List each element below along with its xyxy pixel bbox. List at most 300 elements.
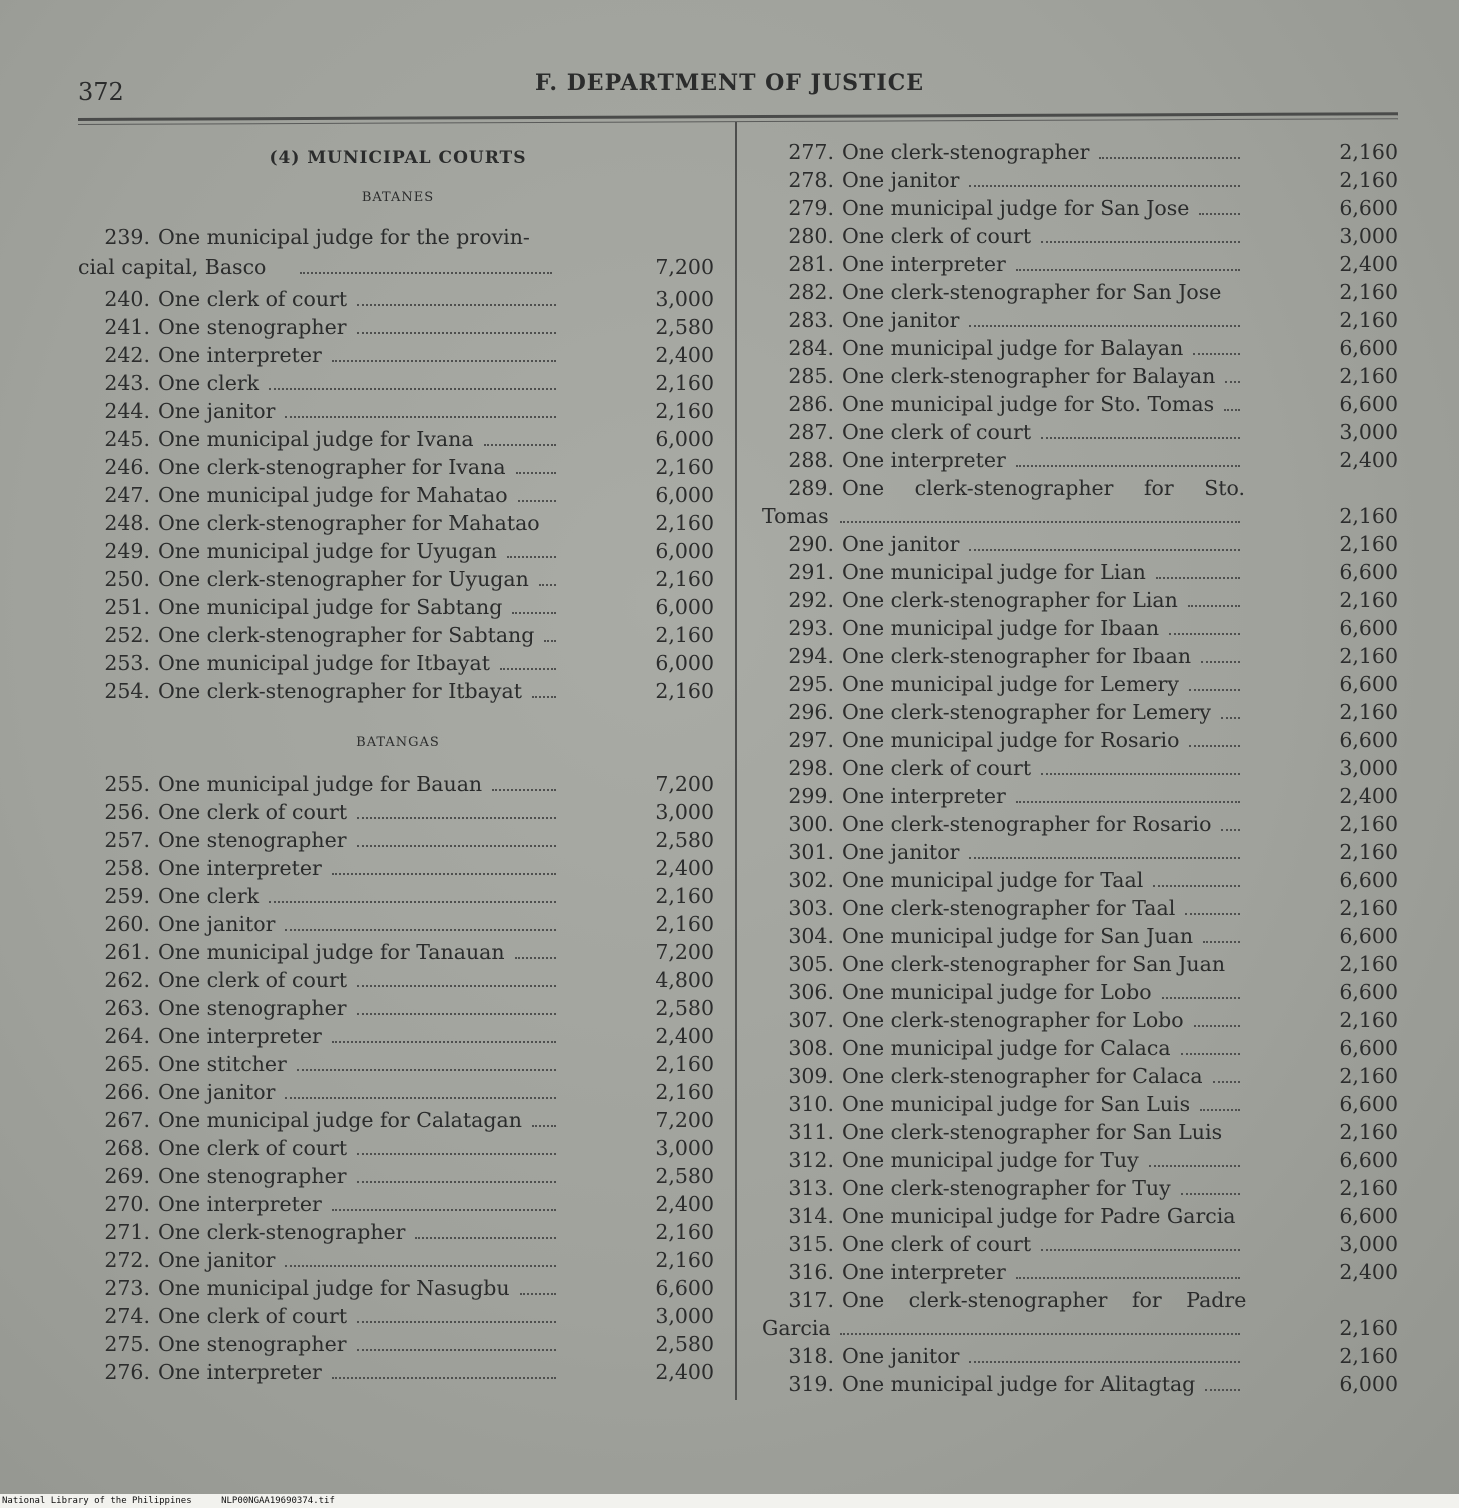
item-amount: 6,600 [1339,560,1398,584]
line-item [762,362,1402,390]
item-label: One clerk-stenographer for Lian [842,588,1178,612]
dot-leader [357,1013,556,1015]
item-number: 257. [104,828,150,852]
item-label: One clerk of court [158,287,348,311]
item-number: 239. [104,225,150,249]
item-289-line1 [762,474,1402,502]
line-item [78,621,718,649]
line-item [762,418,1402,446]
item-number: 264. [104,1024,150,1048]
line-item [78,509,718,537]
item-number: 311. [788,1120,834,1144]
item-label: One clerk-stenographer for Padre [842,1288,1247,1312]
item-label: One interpreter [158,856,322,880]
item-label: One clerk-stenographer for Lemery [842,700,1211,724]
dot-leader [1201,661,1240,663]
line-item [762,558,1402,586]
item-label: One stenographer [158,315,347,339]
line-item [762,334,1402,362]
line-item [78,481,718,509]
item-number: 312. [788,1148,834,1172]
item-amount: 6,000 [1339,1372,1398,1396]
item-number: 291. [788,560,834,584]
item-amount: 3,000 [1339,224,1398,248]
line-item [78,313,718,341]
item-amount: 6,000 [655,595,714,619]
dot-leader [1189,745,1240,747]
item-amount: 2,580 [655,315,714,339]
line-item [78,397,718,425]
dot-leader [969,549,1240,551]
line-item [762,166,1402,194]
item-amount: 2,160 [1339,1120,1398,1144]
item-label: One municipal judge for San Jose [842,196,1190,220]
page-title: F. DEPARTMENT OF JUSTICE [535,70,924,96]
dot-leader [1041,437,1240,439]
item-number: 288. [788,448,834,472]
line-item [78,882,718,910]
line-item [78,285,718,313]
line-item [78,593,718,621]
item-amount: 3,000 [1339,756,1398,780]
item-label: One interpreter [158,343,322,367]
dot-leader [969,1361,1240,1363]
dot-leader [285,1097,556,1099]
dot-leader [1185,913,1240,915]
item-amount: 6,000 [655,483,714,507]
dot-leader [1016,801,1240,803]
dot-leader [544,640,556,642]
line-item [762,1230,1402,1258]
item-289 [762,474,1402,530]
item-number: 256. [104,800,150,824]
item-label: One municipal judge for Balayan [842,336,1184,360]
dot-leader [297,1069,556,1071]
item-number: 283. [788,308,834,332]
item-label: One municipal judge for Tuy [842,1148,1139,1172]
left-column [78,140,718,1386]
item-number: 253. [104,651,150,675]
item-amount: 2,400 [1339,784,1398,808]
item-number: 260. [104,912,150,936]
item-amount: 2,160 [655,399,714,423]
item-label: One clerk of court [158,1304,348,1328]
item-label: One interpreter [842,1260,1006,1284]
line-item [78,1106,718,1134]
item-amount: 7,200 [655,772,714,796]
item-number: 272. [104,1248,150,1272]
dot-leader [520,1293,556,1295]
scan-footer [0,1494,1459,1508]
dot-leader [285,929,556,931]
dot-leader [269,388,556,390]
item-label: One clerk-stenographer for Taal [842,896,1176,920]
item-amount: 2,160 [655,371,714,395]
item-label: One clerk-stenographer for Ivana [158,455,506,479]
dot-leader [969,325,1240,327]
item-amount: 2,400 [655,343,714,367]
item-amount: 2,160 [1339,504,1398,528]
item-amount: 3,000 [655,1136,714,1160]
item-number: 292. [788,588,834,612]
item-number: 279. [788,196,834,220]
line-item [762,1174,1402,1202]
item-label: One stenographer [158,1332,347,1356]
item-label: One clerk of court [842,224,1032,248]
line-item [762,1034,1402,1062]
item-number: 254. [104,679,150,703]
item-amount: 2,160 [1339,700,1398,724]
dot-leader [1016,269,1240,271]
line-item [762,726,1402,754]
item-amount: 6,600 [1339,672,1398,696]
item-label: One municipal judge for the provin- [158,225,530,249]
dot-leader [1194,1025,1240,1027]
item-number: 265. [104,1052,150,1076]
item-label: One stenographer [158,828,347,852]
item-239 [78,223,718,281]
item-amount: 2,580 [655,828,714,852]
item-amount: 2,160 [1339,1344,1398,1368]
item-number: 259. [104,884,150,908]
dot-leader [332,1377,556,1379]
dot-leader [1016,465,1240,467]
line-item [762,978,1402,1006]
item-amount: 2,400 [1339,1260,1398,1284]
item-number: 290. [788,532,834,556]
item-number: 268. [104,1136,150,1160]
line-item [78,1274,718,1302]
item-amount: 2,160 [1339,168,1398,192]
item-label: One janitor [158,1248,276,1272]
item-label: One janitor [842,840,960,864]
line-item [78,649,718,677]
dot-leader [516,472,556,474]
line-item [78,798,718,826]
dot-leader [1205,1389,1240,1391]
item-label: One stenographer [158,996,347,1020]
item-239-line1 [78,223,718,251]
item-label: One janitor [158,912,276,936]
item-amount: 3,000 [655,1304,714,1328]
dot-leader [484,444,556,446]
item-amount: 6,600 [1339,980,1398,1004]
item-number: 286. [788,392,834,416]
item-label: One municipal judge for Sabtang [158,595,503,619]
item-label: One municipal judge for Itbayat [158,651,490,675]
line-item [762,642,1402,670]
item-number: 289. [788,476,834,500]
item-amount: 2,160 [1339,364,1398,388]
item-number: 241. [104,315,150,339]
dot-leader [1099,157,1240,159]
item-label: One municipal judge for Uyugan [158,539,497,563]
line-item [78,966,718,994]
item-label: One clerk-stenographer for Calaca [842,1064,1203,1088]
item-number: 314. [788,1204,834,1228]
line-item [762,278,1402,306]
line-item [762,1062,1402,1090]
right-column [762,138,1402,1398]
dot-leader [285,416,556,418]
line-item [78,994,718,1022]
item-amount: 3,000 [1339,420,1398,444]
item-number: 299. [788,784,834,808]
line-item [762,1118,1402,1146]
batanes-list [78,285,718,705]
item-number: 244. [104,399,150,423]
item-label: One janitor [842,168,960,192]
item-number: 251. [104,595,150,619]
item-number: 317. [788,1288,834,1312]
line-item [762,390,1402,418]
item-amount: 4,800 [655,968,714,992]
item-number: 306. [788,980,834,1004]
item-label: One clerk of court [158,968,348,992]
dot-leader [515,957,556,959]
item-label: One clerk [158,884,260,908]
dot-leader [539,584,556,586]
item-amount: 2,160 [655,1248,714,1272]
line-item [78,537,718,565]
item-number: 302. [788,868,834,892]
line-item [78,1302,718,1330]
item-number: 301. [788,840,834,864]
line-item [762,1370,1402,1398]
item-number: 255. [104,772,150,796]
item-label: One interpreter [158,1192,322,1216]
item-amount: 2,400 [1339,252,1398,276]
dot-leader [1041,1249,1240,1251]
dot-leader [357,1181,556,1183]
item-label: One municipal judge for Nasugbu [158,1276,510,1300]
item-number: 247. [104,483,150,507]
line-item [762,1090,1402,1118]
dot-leader [1225,381,1240,383]
item-label: One interpreter [158,1024,322,1048]
item-number: 278. [788,168,834,192]
dot-leader [532,696,556,698]
item-label: One municipal judge for Alitagtag [842,1372,1196,1396]
item-amount: 3,000 [1339,1232,1398,1256]
item-amount: 6,600 [1339,392,1398,416]
item-number: 248. [104,511,150,535]
dot-leader [1189,689,1240,691]
item-amount: 2,400 [655,1360,714,1384]
item-label: One janitor [842,308,960,332]
item-label: One clerk of court [842,756,1032,780]
item-number: 304. [788,924,834,948]
dot-leader [1188,605,1240,607]
dot-leader [969,857,1240,859]
item-number: 263. [104,996,150,1020]
item-amount: 6,600 [1339,336,1398,360]
dot-leader [840,1333,1240,1335]
line-item [78,1330,718,1358]
line-item [762,670,1402,698]
item-amount: 2,160 [1339,1064,1398,1088]
line-item [762,754,1402,782]
item-number: 319. [788,1372,834,1396]
item-number: 294. [788,644,834,668]
item-amount: 2,160 [655,455,714,479]
line-item [78,1190,718,1218]
dot-leader [1200,1109,1240,1111]
item-amount: 2,160 [1339,1316,1398,1340]
item-number: 282. [788,280,834,304]
dot-leader [532,1125,556,1127]
right-list-c [762,1342,1402,1398]
dot-leader [269,901,556,903]
item-label: One clerk-stenographer for Uyugan [158,567,529,591]
item-label: One clerk-stenographer for Sto. [842,476,1245,500]
item-number: 252. [104,623,150,647]
item-amount: 2,160 [655,679,714,703]
dot-leader [332,1041,556,1043]
item-amount: 6,600 [1339,1204,1398,1228]
item-number: 249. [104,539,150,563]
item-amount: 6,600 [1339,1148,1398,1172]
item-label: One municipal judge for Lian [842,560,1146,584]
line-item [78,565,718,593]
item-number: 297. [788,728,834,752]
footer-library: National Library of the Philippines [2,1496,192,1506]
item-label: One interpreter [842,448,1006,472]
dot-leader [357,845,556,847]
item-label: One clerk of court [842,420,1032,444]
item-amount: 2,400 [655,1192,714,1216]
item-317-line1 [762,1286,1402,1314]
line-item [762,1342,1402,1370]
item-label: One clerk-stenographer for Balayan [842,364,1216,388]
batangas-list [78,770,718,1386]
item-number: 276. [104,1360,150,1384]
item-amount: 6,600 [1339,1036,1398,1060]
item-number: 267. [104,1108,150,1132]
item-number: 315. [788,1232,834,1256]
dot-leader [1169,633,1240,635]
item-317 [762,1286,1402,1342]
right-list-b [762,530,1402,1286]
item-number: 285. [788,364,834,388]
item-label: One clerk [158,371,260,395]
item-amount: 7,200 [655,255,714,279]
item-number: 284. [788,336,834,360]
item-label: One municipal judge for Padre Garcia [842,1204,1236,1228]
item-label: One municipal judge for San Luis [842,1092,1191,1116]
right-list-a [762,138,1402,474]
item-amount: 2,160 [655,1220,714,1244]
dot-leader [332,1209,556,1211]
item-number: 274. [104,1304,150,1328]
item-number: 310. [788,1092,834,1116]
item-number: 287. [788,420,834,444]
item-number: 281. [788,252,834,276]
item-amount: 2,160 [655,1052,714,1076]
item-number: 275. [104,1332,150,1356]
item-number: 305. [788,952,834,976]
item-number: 318. [788,1344,834,1368]
item-amount: 2,160 [1339,140,1398,164]
line-item [78,1078,718,1106]
item-amount: 7,200 [655,940,714,964]
item-amount: 2,160 [655,1080,714,1104]
item-amount: 2,160 [655,623,714,647]
item-amount: 2,160 [1339,1008,1398,1032]
item-number: 316. [788,1260,834,1284]
item-label: One clerk-stenographer for Lobo [842,1008,1184,1032]
dot-leader [507,556,556,558]
item-amount: 2,160 [655,912,714,936]
line-item [78,826,718,854]
dot-leader [1221,829,1240,831]
item-label-continued: Tomas [762,504,829,528]
line-item [762,838,1402,866]
item-label: One clerk of court [158,800,348,824]
line-item [762,1202,1402,1230]
item-label: One clerk-stenographer for San Juan [842,952,1226,976]
item-amount: 6,000 [655,539,714,563]
item-amount: 6,600 [655,1276,714,1300]
item-label: One clerk-stenographer for Itbayat [158,679,522,703]
item-label: One janitor [158,1080,276,1104]
item-label: One clerk-stenographer for Ibaan [842,644,1192,668]
line-item [78,1134,718,1162]
item-amount: 2,160 [1339,812,1398,836]
dot-leader [1181,1193,1240,1195]
item-label: One clerk-stenographer for San Luis [842,1120,1223,1144]
line-item [762,1146,1402,1174]
dot-leader [1162,997,1240,999]
item-label: One clerk-stenographer for Tuy [842,1176,1171,1200]
item-amount: 2,160 [1339,280,1398,304]
item-amount: 2,580 [655,996,714,1020]
item-label: One clerk-stenographer for Mahatao [158,511,540,535]
item-label: One clerk of court [842,1232,1032,1256]
item-label: One janitor [158,399,276,423]
dot-leader [1156,577,1240,579]
item-number: 307. [788,1008,834,1032]
item-amount: 2,160 [1339,644,1398,668]
item-number: 308. [788,1036,834,1060]
item-number: 300. [788,812,834,836]
line-item [762,614,1402,642]
line-item [78,1022,718,1050]
dot-leader [357,304,556,306]
item-amount: 6,000 [655,427,714,451]
item-number: 246. [104,455,150,479]
item-number: 295. [788,672,834,696]
item-number: 258. [104,856,150,880]
item-number: 309. [788,1064,834,1088]
item-label: One clerk-stenographer for San Jose [842,280,1222,304]
item-amount: 2,580 [655,1332,714,1356]
item-amount: 2,580 [655,1164,714,1188]
dot-leader [1203,941,1240,943]
item-label: One interpreter [842,252,1006,276]
item-label: One municipal judge for Sto. Tomas [842,392,1215,416]
dot-leader [357,1153,556,1155]
item-amount: 2,160 [1339,896,1398,920]
line-item [78,1162,718,1190]
dot-leader [492,789,556,791]
item-label: One interpreter [158,1360,322,1384]
line-item [762,446,1402,474]
line-item [78,910,718,938]
line-item [762,194,1402,222]
item-amount: 7,200 [655,1108,714,1132]
item-amount: 2,160 [1339,532,1398,556]
